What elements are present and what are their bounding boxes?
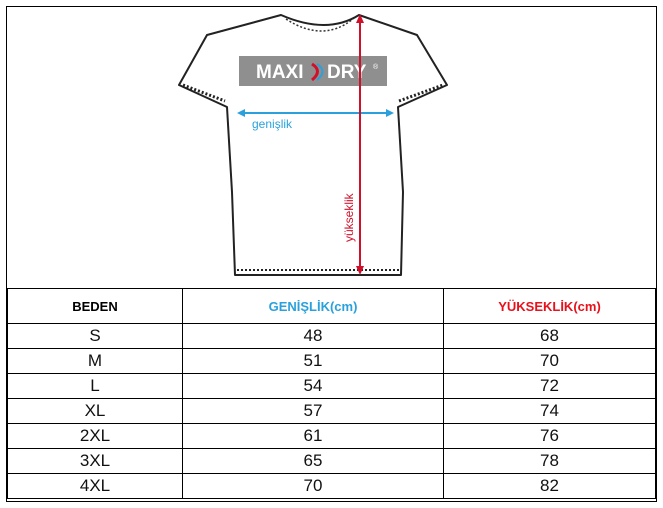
- cell-size: S: [8, 324, 183, 349]
- tshirt-diagram: [7, 7, 655, 287]
- cell-height: 76: [444, 424, 656, 449]
- cell-height: 74: [444, 399, 656, 424]
- cell-size: 4XL: [8, 474, 183, 499]
- size-table: [7, 288, 656, 499]
- cell-size: 3XL: [8, 449, 183, 474]
- cell-height: 82: [444, 474, 656, 499]
- table-row: [8, 324, 656, 349]
- table-row: [8, 349, 656, 374]
- cell-width: 51: [183, 349, 444, 374]
- height-label: yükseklik: [342, 193, 356, 242]
- tshirt-drawing: [7, 7, 655, 287]
- cell-width: 65: [183, 449, 444, 474]
- cell-width: 48: [183, 324, 444, 349]
- cell-height: 68: [444, 324, 656, 349]
- header-size: BEDEN: [8, 289, 183, 324]
- table-row: [8, 424, 656, 449]
- logo-trademark: ®: [373, 64, 379, 71]
- table-row: [8, 399, 656, 424]
- table-row: [8, 449, 656, 474]
- cell-height: 78: [444, 449, 656, 474]
- logo-text-right: DRY: [327, 62, 367, 83]
- cell-size: M: [8, 349, 183, 374]
- cell-size: XL: [8, 399, 183, 424]
- cell-width: 54: [183, 374, 444, 399]
- table-row: [8, 474, 656, 499]
- cell-width: 57: [183, 399, 444, 424]
- size-chart-frame: [6, 6, 657, 502]
- table-row: [8, 374, 656, 399]
- logo-text-left: MAXI: [256, 62, 304, 83]
- cell-height: 70: [444, 349, 656, 374]
- cell-height: 72: [444, 374, 656, 399]
- cell-width: 70: [183, 474, 444, 499]
- cell-width: 61: [183, 424, 444, 449]
- header-width: GENİŞLİK(cm): [183, 289, 444, 324]
- cell-size: 2XL: [8, 424, 183, 449]
- width-label: genişlik: [252, 117, 293, 131]
- header-height: YÜKSEKLİK(cm): [444, 289, 656, 324]
- tshirt-outline: [179, 15, 447, 275]
- table-header-row: [8, 289, 656, 324]
- cell-size: L: [8, 374, 183, 399]
